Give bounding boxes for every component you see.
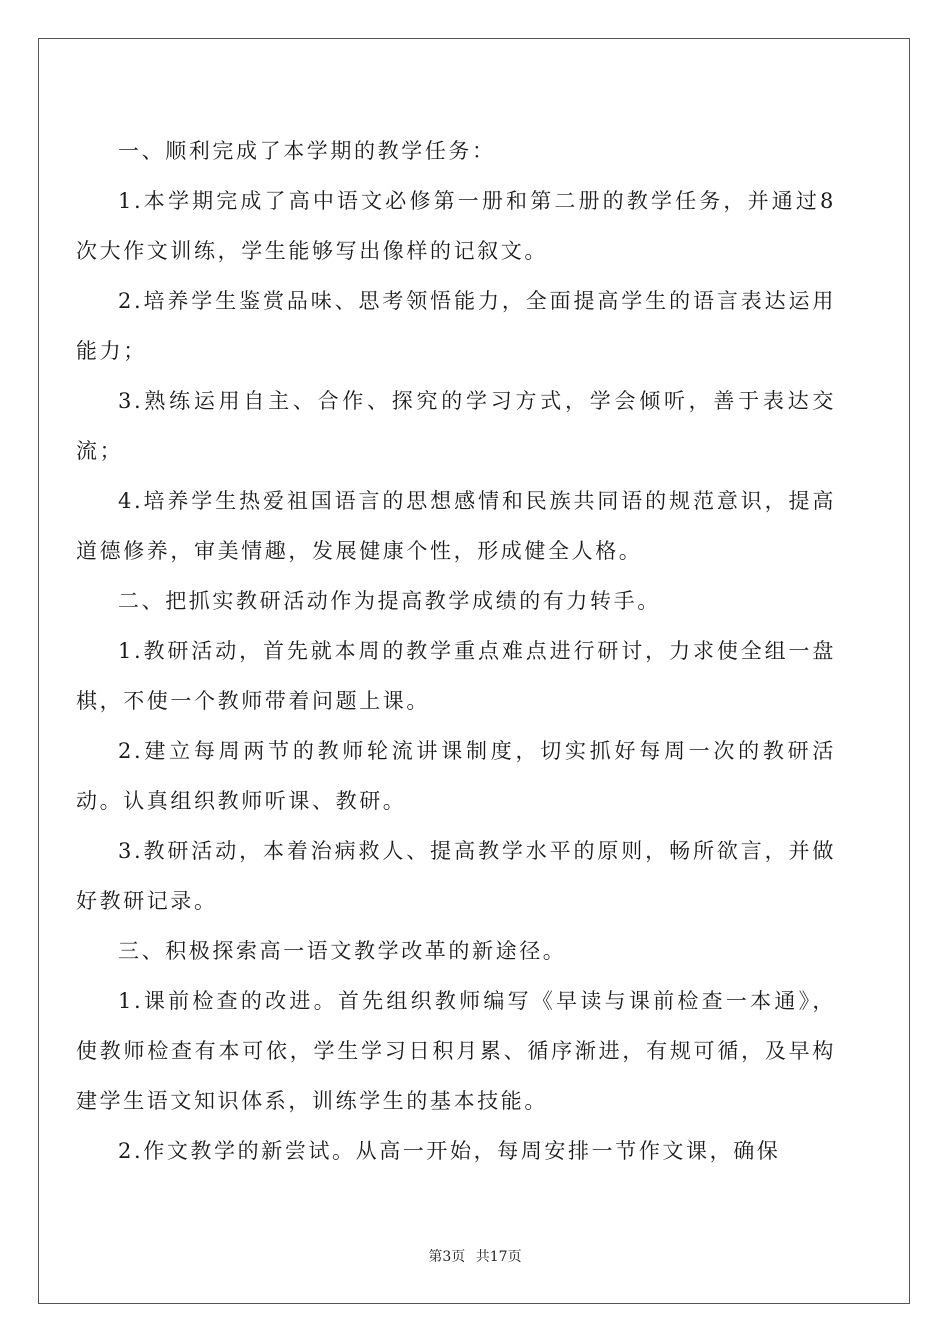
paragraph: 3.教研活动，本着治病救人、提高教学水平的原则，畅所欲言，并做好教研记录。 — [76, 839, 836, 913]
paragraph: 二、把抓实教研活动作为提高教学成绩的有力转手。 — [118, 589, 661, 613]
paragraph: 2.作文教学的新尝试。从高一开始，每周安排一节作文课，确保 — [118, 1139, 781, 1163]
paragraph: 2.建立每周两节的教师轮流讲课制度，切实抓好每周一次的教研活动。认真组织教师听课、教研。 — [76, 739, 836, 813]
paragraph: 2.培养学生鉴赏品味、思考领悟能力，全面提高学生的语言表达运用能力； — [76, 289, 836, 363]
page-number: 第3页 — [428, 1249, 466, 1265]
paragraph: 3.熟练运用自主、合作、探究的学习方式，学会倾听，善于表达交流； — [76, 389, 836, 463]
total-pages: 共17页 — [475, 1249, 522, 1265]
paragraph: 1.本学期完成了高中语文必修第一册和第二册的教学任务，并通过8次大作文训练，学生能够写出像样的记叙文。 — [76, 189, 836, 263]
page-footer — [0, 1246, 950, 1266]
paragraph: 4.培养学生热爱祖国语言的思想感情和民族共同语的规范意识，提高道德修养，审美情趣，发展健康个性，形成健全人格。 — [76, 489, 836, 563]
document-body — [76, 126, 836, 1176]
paragraph: 一、顺利完成了本学期的教学任务： — [118, 139, 496, 163]
paragraph: 三、积极探索高一语文教学改革的新途径。 — [118, 939, 567, 963]
paragraph: 1.教研活动，首先就本周的教学重点难点进行研讨，力求使全组一盘棋，不使一个教师带着问题上课。 — [76, 639, 836, 713]
paragraph: 1.课前检查的改进。首先组织教师编写《早读与课前检查一本通》，使教师检查有本可依，学生学习日积月累、循序渐进，有规可循，及早构建学生语文知识体系，训练学生的基本技能。 — [76, 989, 836, 1113]
